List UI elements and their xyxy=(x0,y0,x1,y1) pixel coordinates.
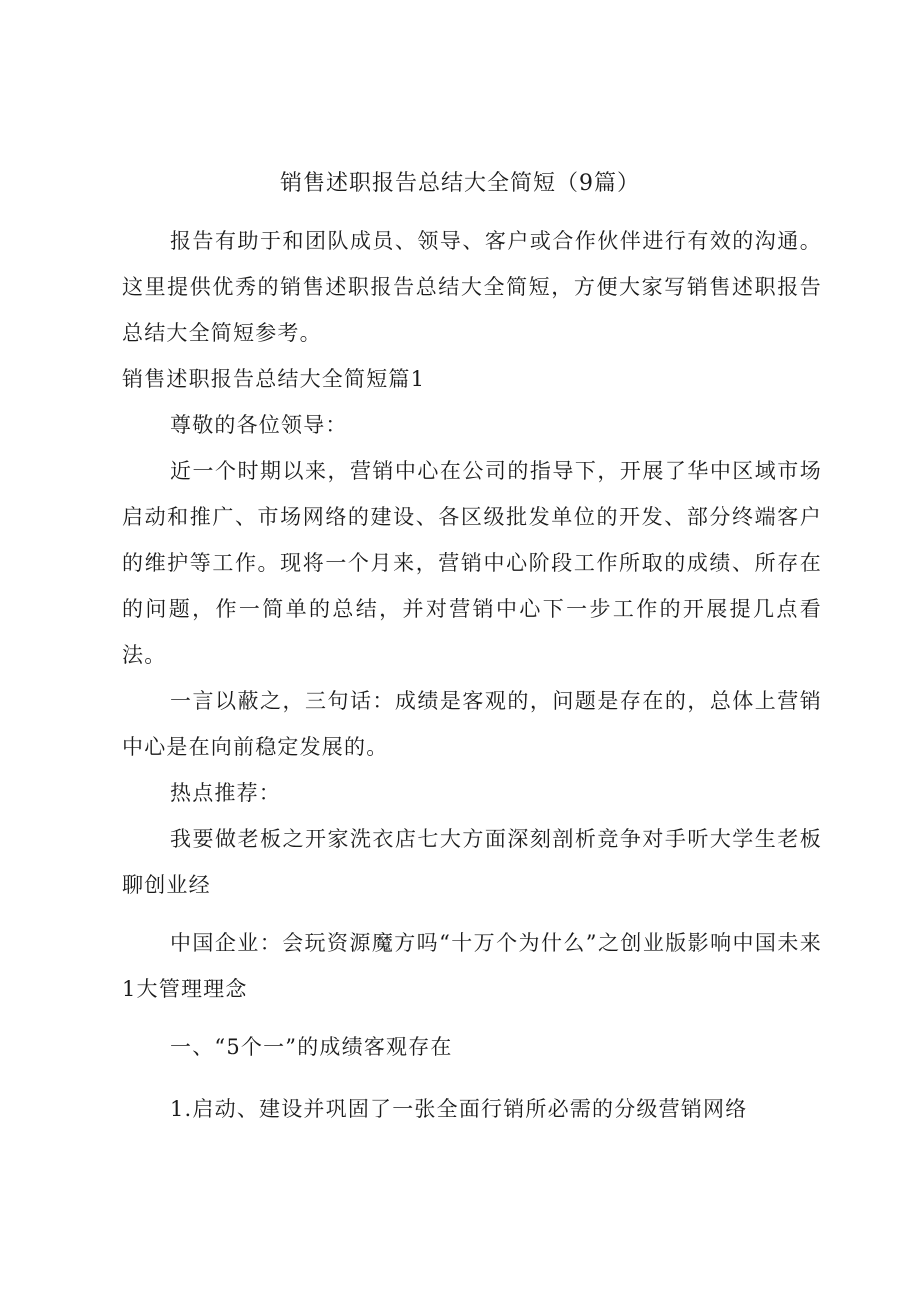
greeting-paragraph: 尊敬的各位领导： xyxy=(170,413,348,437)
section-heading: 销售述职报告总结大全简短篇1 xyxy=(122,367,426,391)
body-paragraph-1: 近一个时期以来，营销中心在公司的指导下，开展了华中区域市场启动和推广、市场网络的建设、各区级批发单位的开发、部分终端客户的维护等工作。现将一个月来，营销中心阶段工作所取的成绩、所存在的问题，作一简单的总结，并对营销中心下一步工作的开展提几点看法。 xyxy=(122,459,822,667)
hot-recommend-item-1: 我要做老板之开家洗衣店七大方面深刻剖析竞争对手听大学生老板聊创业经 xyxy=(122,827,822,897)
body-paragraph-2: 一言以蔽之，三句话：成绩是客观的，问题是存在的，总体上营销中心是在向前稳定发展的。 xyxy=(122,689,822,759)
hot-recommend-label: 热点推荐： xyxy=(170,781,281,805)
intro-paragraph: 报告有助于和团队成员、领导、客户或合作伙伴进行有效的沟通。这里提供优秀的销售述职报告总结大全简短，方便大家写销售述职报告总结大全简短参考。 xyxy=(122,229,822,345)
hot-recommend-item-2: 中国企业：会玩资源魔方吗“十万个为什么”之创业版影响中国未来1大管理理念 xyxy=(122,931,822,1001)
document-title: 销售述职报告总结大全简短（9篇） xyxy=(280,171,640,196)
subheading-1: 一、“5个一”的成绩客观存在 xyxy=(170,1035,453,1059)
subheading-2: 1.启动、建设并巩固了一张全面行销所必需的分级营销网络 xyxy=(170,1097,748,1121)
document-body xyxy=(122,218,822,1132)
